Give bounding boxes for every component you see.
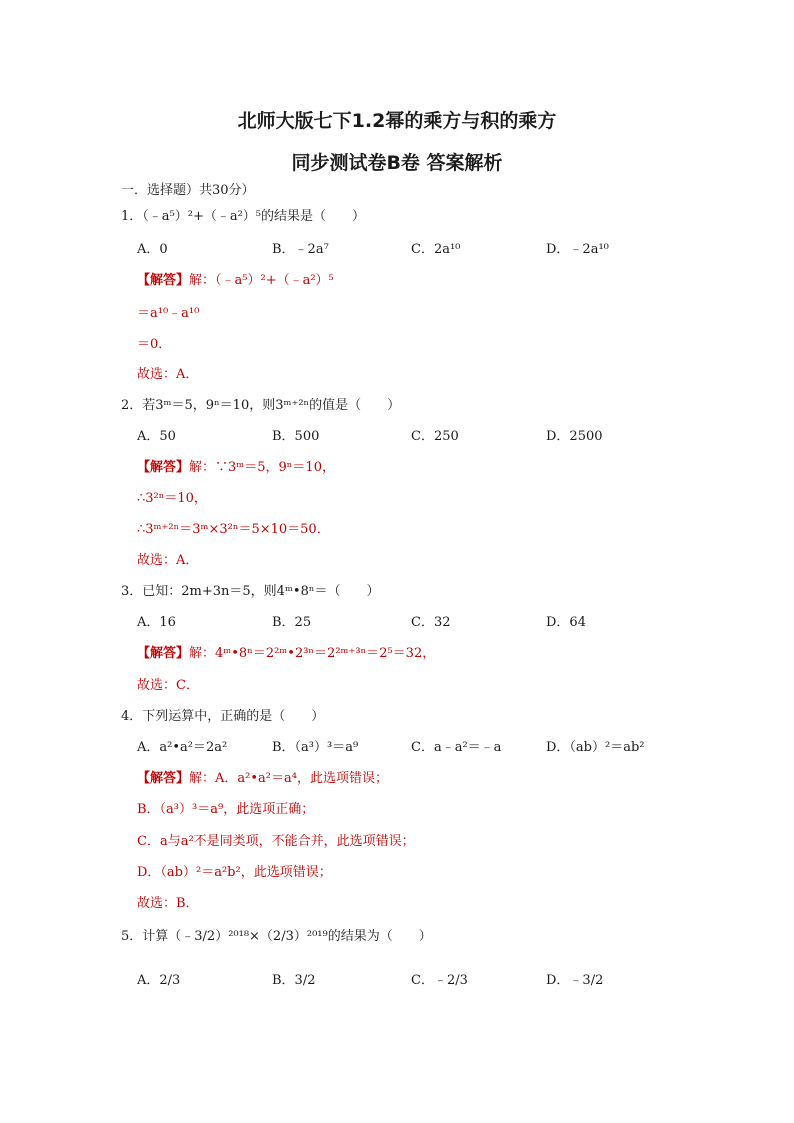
- doc-title-line2: 同步测试卷B卷 答案解析: [291, 152, 503, 174]
- q3-choice: 故选：C．: [137, 678, 199, 693]
- question-3-stem: 3．已知：2m+3n＝5，则4ᵐ•8ⁿ＝（ ）: [121, 584, 380, 599]
- q2-solution-line-1: [137, 459, 335, 477]
- q4-option-c: C．a﹣a²＝﹣a: [411, 740, 502, 755]
- answer-label: 【解答】: [137, 460, 190, 475]
- q1-solution-line-1: [137, 272, 334, 290]
- q2-option-a: A．50: [137, 429, 176, 444]
- q2-option-d: D．2500: [546, 429, 603, 444]
- q1-solution-line-3: ＝0．: [137, 337, 172, 352]
- answer-label: 【解答】: [137, 771, 190, 786]
- q4-solution-line-4: D．（ab）²＝a²b²，此选项错误；: [137, 865, 332, 880]
- q5-option-a: A．2/3: [137, 973, 181, 988]
- q1-solution-text: 解：（﹣a⁵）²+（﹣a²）⁵: [189, 273, 334, 288]
- q2-choice: 故选：A．: [137, 553, 199, 568]
- q3-solution-text: 解：4ᵐ•8ⁿ＝2²ᵐ•2³ⁿ＝2²ᵐ⁺³ⁿ＝2⁵＝32，: [189, 646, 436, 661]
- q2-option-b: B．500: [272, 429, 320, 444]
- q1-option-b: B．﹣2a⁷: [272, 242, 329, 257]
- q4-solution-line-1: [137, 770, 388, 788]
- question-5-stem: 5．计算（﹣3/2）²⁰¹⁸×（2/3）²⁰¹⁹的结果为（ ）: [121, 929, 432, 944]
- question-1-stem: 1．（﹣a⁵）²+（﹣a²）⁵的结果是（ ）: [121, 209, 366, 224]
- q2-solution-line-2: ∴3²ⁿ＝10，: [137, 491, 207, 506]
- q1-option-a: A．0: [137, 242, 168, 257]
- answer-label: 【解答】: [137, 273, 190, 288]
- section-heading: 一．选择题）共30分）: [121, 183, 255, 198]
- doc-title-line1: 北师大版七下1.2幂的乘方与积的乘方: [237, 110, 557, 132]
- q3-solution-line-1: [137, 645, 435, 663]
- q4-solution-line-2: B．（a³）³＝a⁹，此选项正确；: [137, 802, 315, 817]
- answer-label: 【解答】: [137, 646, 190, 661]
- q5-option-b: B．3/2: [272, 973, 316, 988]
- q5-option-c: C．﹣2/3: [411, 973, 468, 988]
- question-4-stem: 4．下列运算中，正确的是（ ）: [121, 709, 325, 724]
- q3-option-d: D．64: [546, 615, 586, 630]
- q3-option-a: A．16: [137, 615, 176, 630]
- q1-solution-line-2: ＝a¹⁰﹣a¹⁰: [137, 306, 200, 321]
- q4-option-b: B．（a³）³＝a⁹: [272, 740, 359, 755]
- q2-option-c: C．250: [411, 429, 459, 444]
- q4-option-d: D．（ab）²＝ab²: [546, 740, 645, 755]
- q5-option-d: D．﹣3/2: [546, 973, 604, 988]
- q4-option-a: A．a²•a²＝2a²: [137, 740, 228, 755]
- q4-solution-line-3: C．a与a²不是同类项，不能合并，此选项错误；: [137, 834, 415, 849]
- q1-option-c: C．2a¹⁰: [411, 242, 461, 257]
- q1-option-d: D．﹣2a¹⁰: [546, 242, 609, 257]
- q1-choice: 故选：A．: [137, 367, 199, 382]
- q4-choice: 故选：B．: [137, 896, 199, 911]
- q2-solution-line-3: ∴3ᵐ⁺²ⁿ＝3ᵐ×3²ⁿ＝5×10＝50．: [137, 522, 330, 537]
- q3-option-b: B．25: [272, 615, 312, 630]
- question-2-stem: 2．若3ᵐ＝5，9ⁿ＝10，则3ᵐ⁺²ⁿ的值是（ ）: [121, 398, 401, 413]
- q4-solution-text: 解：A．a²•a²＝a⁴，此选项错误；: [189, 771, 388, 786]
- q3-option-c: C．32: [411, 615, 451, 630]
- q2-solution-text: 解：∵3ᵐ＝5，9ⁿ＝10，: [189, 460, 335, 475]
